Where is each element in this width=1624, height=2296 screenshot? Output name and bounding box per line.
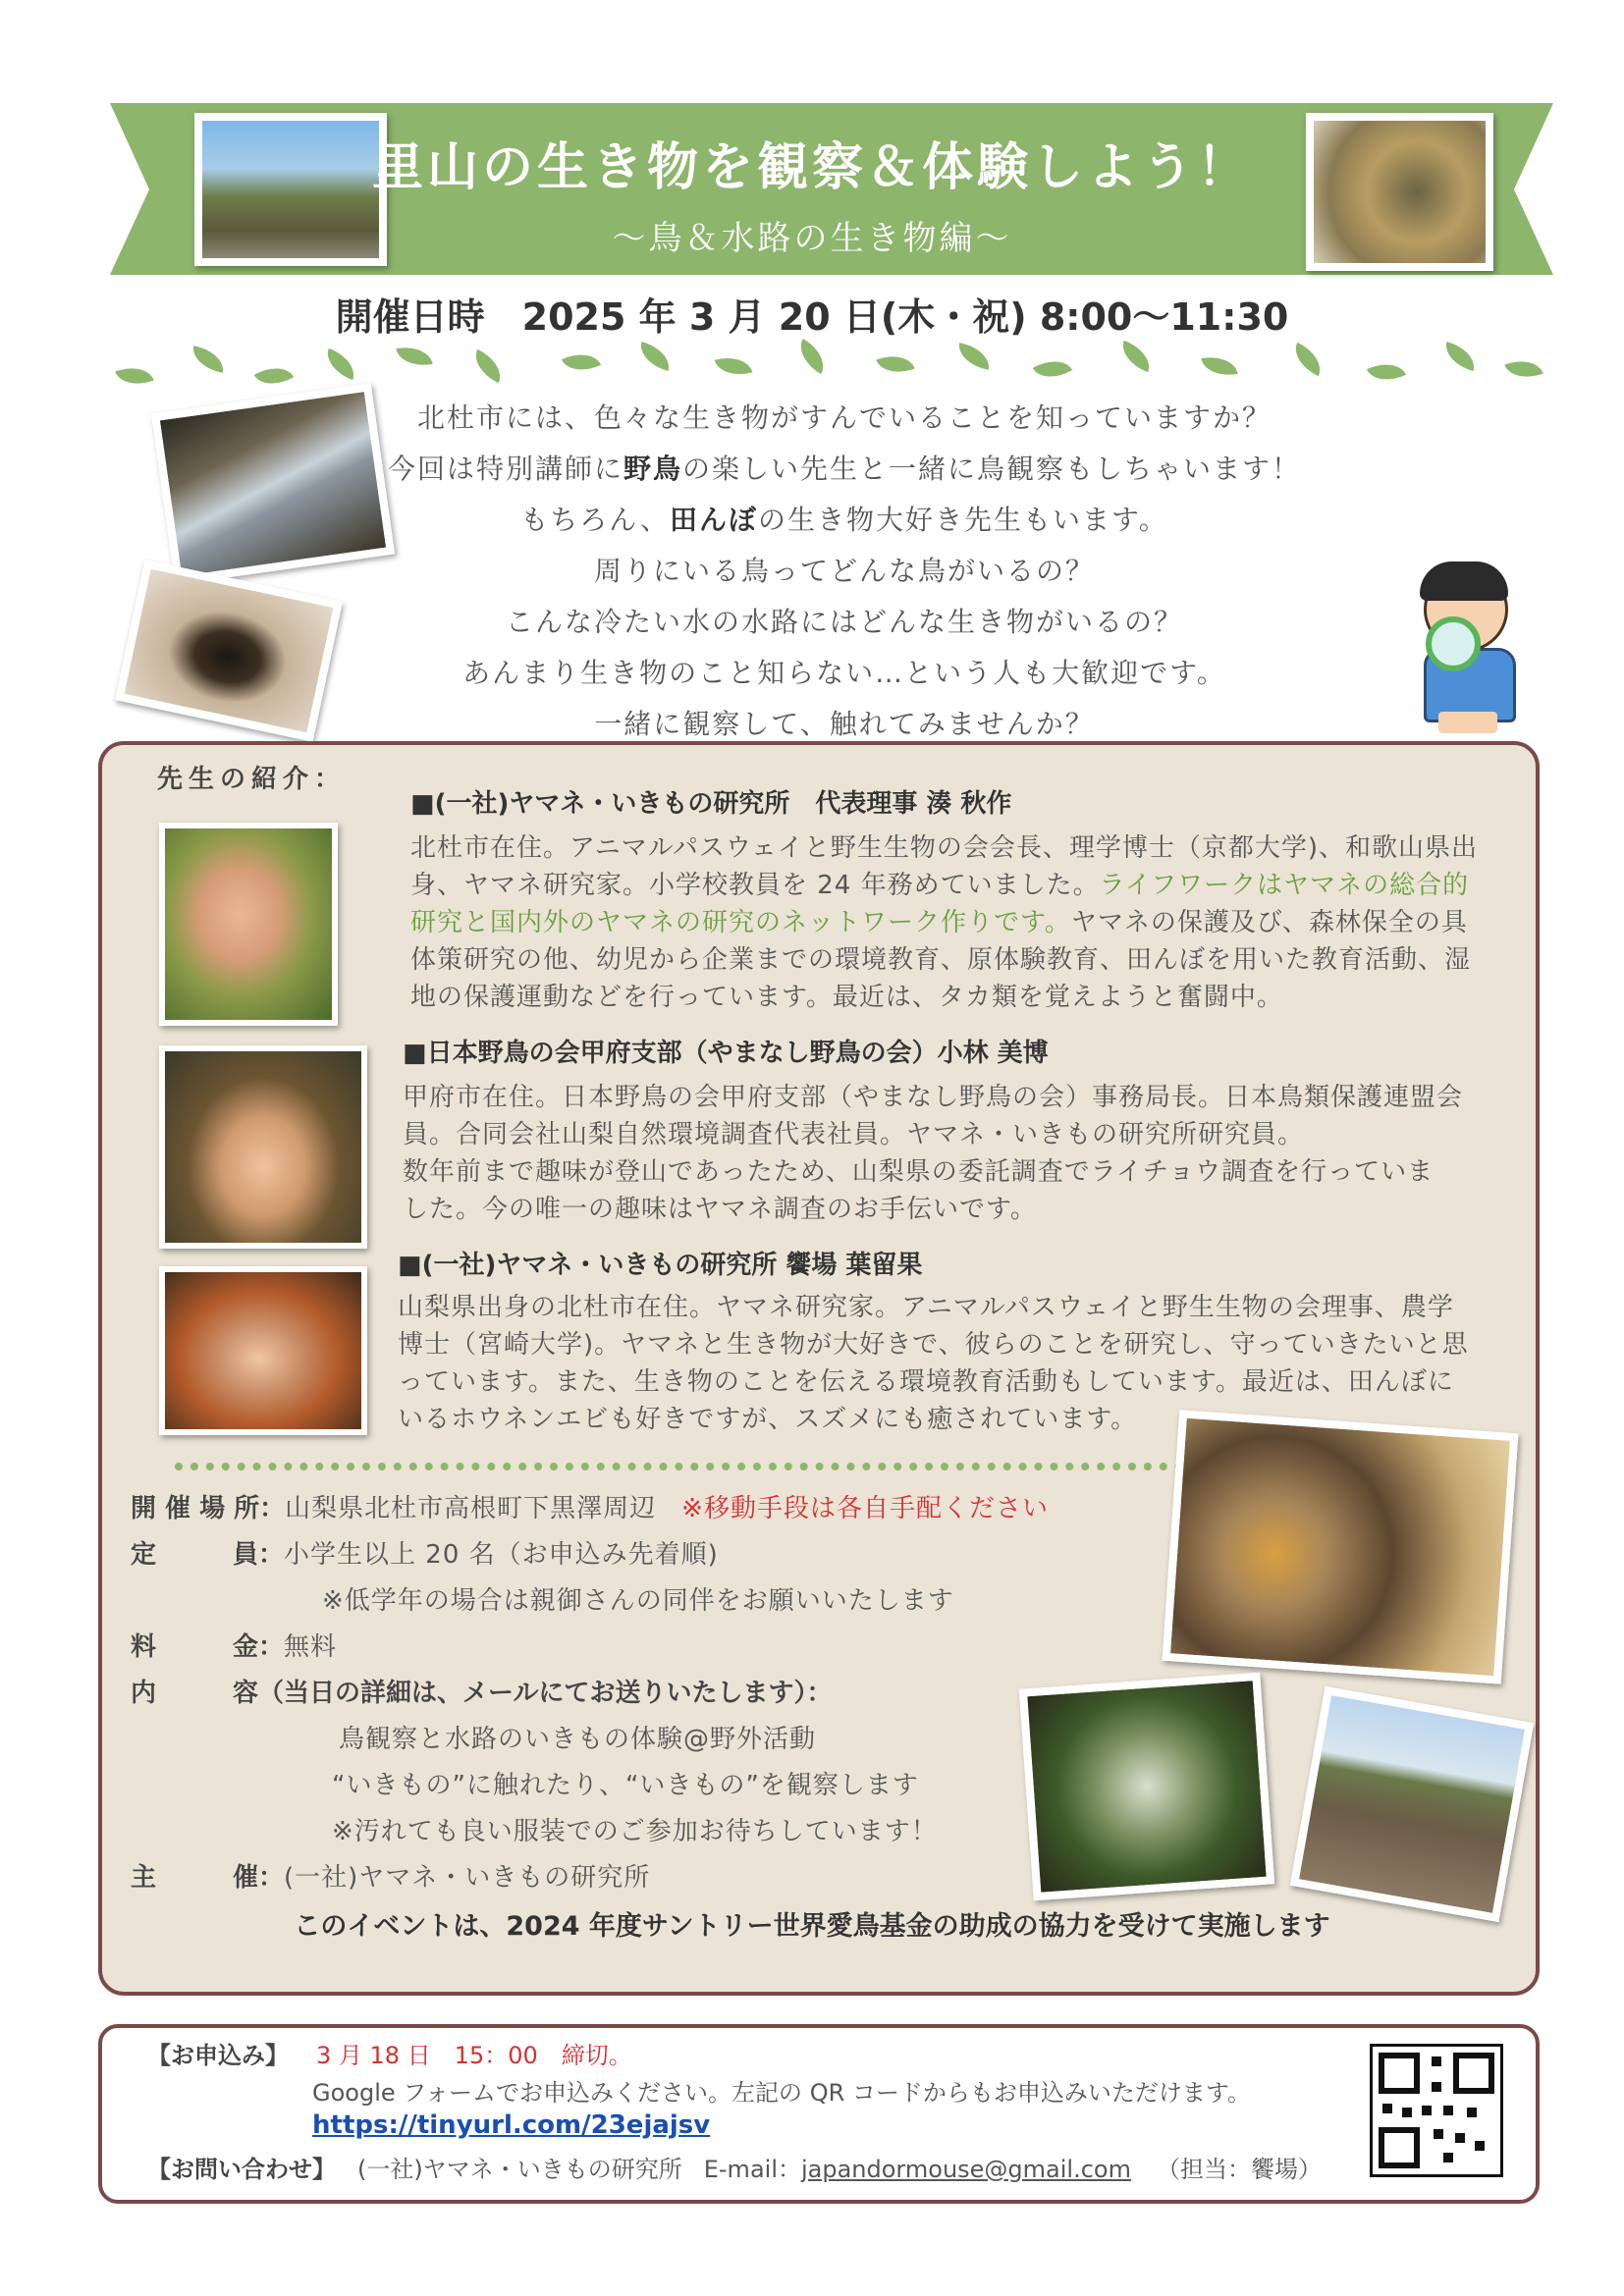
sponsor-note: このイベントは、2024 年度サントリー世界愛鳥基金の助成の協力を受けて実施します [294, 1911, 1330, 1942]
fee-row [131, 1627, 337, 1663]
teachers-label: 先生の紹介： [157, 765, 347, 794]
content-item: ※汚れても良い服装でのご参加お待ちしています！ [332, 1817, 938, 1846]
email-link[interactable]: japandormouse@gmail.com [800, 2156, 1131, 2183]
contact-label: 【お問い合わせ】 [147, 2156, 336, 2183]
fee-value: 無料 [284, 1632, 338, 1662]
leaf-icon [1033, 351, 1072, 387]
leaf-icon [115, 360, 153, 392]
email-label: E-mail： [703, 2156, 801, 2183]
qr-code[interactable] [1370, 2044, 1503, 2177]
leaf-icon [1441, 342, 1480, 371]
leaf-icon [1116, 341, 1155, 372]
content-item: “いきもの”に触れたり、“いきもの”を観察します [332, 1771, 919, 1800]
intro-line: 今回は特別講師に野鳥の楽しい先生と一緒に鳥観察もしちゃいます！ [387, 453, 1302, 485]
teacher-heading: ■日本野鳥の会甲府支部（やまなし野鳥の会）小林 美博 [403, 1039, 1049, 1068]
host-row [131, 1857, 650, 1894]
content-heading: （当日の詳細は、メールにてお送りいたします）： [258, 1679, 833, 1708]
frosted-plants-photo [1019, 1673, 1274, 1901]
leaf-icon [1201, 352, 1237, 380]
content-row [131, 1673, 833, 1709]
capacity-note: ※低学年の場合は親御さんの同伴をお願いいたします [322, 1586, 954, 1616]
leaf-icon [876, 348, 914, 380]
teacher-kobayashi [403, 1033, 1512, 1228]
leaf-icon [321, 348, 359, 380]
teacher-minato [410, 783, 1510, 1016]
apply-text: Google フォームでお申込みください。左記の QR コードからもお申込みいただけます。 [312, 2079, 1251, 2107]
content-label: 内 容 [131, 1679, 259, 1708]
teacher-aiba [398, 1245, 1512, 1438]
leaf-icon [792, 339, 832, 374]
page-title: 里山の生き物を観察＆体験しよう！ [371, 138, 1252, 197]
specimen-photo [115, 560, 343, 742]
kingfisher-photo [1162, 1410, 1518, 1684]
leaf-icon [955, 343, 992, 370]
intro-line: 北杜市には、色々な生き物がすんでいることを知っていますか？ [416, 401, 1272, 434]
intro-line: 一緒に観察して、触れてみませんか？ [594, 708, 1095, 740]
venue-value: 山梨県北杜市高根町下黒澤周辺 [285, 1494, 657, 1523]
capacity-row [131, 1534, 719, 1571]
teacher-photo-kobayashi [159, 1045, 367, 1249]
teacher-heading: ■(一社)ヤマネ・いきもの研究所 饗場 葉留果 [398, 1251, 923, 1280]
teacher-bio: 甲府市在住。日本野鳥の会甲府支部（やまなし野鳥の会）事務局長。日本鳥類保護連盟会 員。合同会社山梨自然環境調査代表社員。ヤマネ・いきもの研究所研究員。 数年前まで趣味が登山であったため、山梨県の委託調査でライチョウ調査を行っていま した。今の唯一の趣味はヤマネ調査のお手伝いです。 [403, 1083, 1464, 1224]
contact-org: (一社)ヤマネ・いきもの研究所 [357, 2156, 682, 2183]
intro-line: こんな冷たい水の水路にはどんな生き物がいるの？ [505, 606, 1183, 638]
teacher-bio: 山梨県出身の北杜市在住。ヤマネ研究家。アニマルパスウェイと野生生物の会理事、農学 博士（宮崎大学)。ヤマネと生き物が大好きで、彼らのことを研究し、守っていきたいと思 っています。また、生き物のことを伝える環境教育活動もしています。最近は、田んぼに いるホウネンエビも好きですが、スズメにも癒されています。 [398, 1293, 1469, 1434]
teacher-photo-aiba [159, 1266, 367, 1435]
teacher-heading: ■(一社)ヤマネ・いきもの研究所 代表理事 湊 秋作 [410, 789, 1012, 819]
leaf-icon [715, 351, 753, 381]
leaf-icon [636, 342, 675, 371]
intro-line: あんまり生き物のこと知らない…という人も大歓迎です。 [462, 657, 1226, 689]
venue-note: ※移動手段は各自手配ください [681, 1494, 1049, 1523]
intro-line: 周りにいる鳥ってどんな鳥がいるの？ [593, 555, 1095, 587]
leaf-icon [396, 343, 432, 370]
deadline: 3 月 18 日 15：00 締切。 [316, 2042, 632, 2069]
intro-line: もちろん、田んぼの生き物大好き先生もいます。 [520, 504, 1168, 536]
venue-label: 開 催 場 所： [131, 1494, 286, 1523]
event-datetime: 開催日時 2025 年 3 月 20 日(木・祝) 8:00〜11:30 [335, 295, 1289, 339]
apply-row [147, 2036, 632, 2070]
leaf-icon [1288, 343, 1327, 376]
magnifier-icon [1426, 616, 1481, 671]
capacity-label: 定 員： [131, 1540, 285, 1570]
contact-person: （担当：饗場） [1156, 2156, 1322, 2183]
rice-field-photo [1290, 1686, 1534, 1922]
page-subtitle: 〜鳥＆水路の生き物編〜 [612, 219, 1012, 258]
leaf-icon [1504, 353, 1543, 385]
leaf-icon [562, 346, 601, 379]
apply-label: 【お申込み】 [147, 2042, 289, 2069]
host-value: (一社)ヤマネ・いきもの研究所 [284, 1863, 651, 1893]
fee-label: 料 金： [131, 1632, 285, 1662]
application-link[interactable]: https://tinyurl.com/23ejajsv [312, 2110, 711, 2140]
teacher-photo-minato [159, 823, 338, 1026]
leaf-icon [468, 349, 508, 383]
leaf-icon [254, 358, 294, 394]
venue-row [131, 1488, 1049, 1524]
leaf-icon [1367, 355, 1406, 389]
contact-row [147, 2150, 1322, 2184]
capacity-value: 小学生以上 20 名（お申込み先着順) [284, 1540, 719, 1570]
host-label: 主 催： [131, 1863, 285, 1893]
teacher-bio: 北杜市在住。アニマルパスウェイと野生生物の会会長、理学博士（京都大学)、和歌山県出 身、ヤマネ研究家。小学校教員を 24 年務めていました。ライフワークはヤマネの総合的 研究と国内外のヤマネの研究のネットワーク作りです。ヤマネの保護及び、森林保全の具 体策研究の他、幼児から企業までの環境教育、原体験教育、田んぼを用いた教育活動、湿 地の保護運動などを行っています。最近は、タカ類を覚えようと奮闘中。 [410, 833, 1478, 1012]
leaf-icon [189, 346, 226, 373]
content-item: 鳥観察と水路のいきもの体験@野外活動 [339, 1725, 817, 1754]
intro-text [324, 393, 1365, 750]
